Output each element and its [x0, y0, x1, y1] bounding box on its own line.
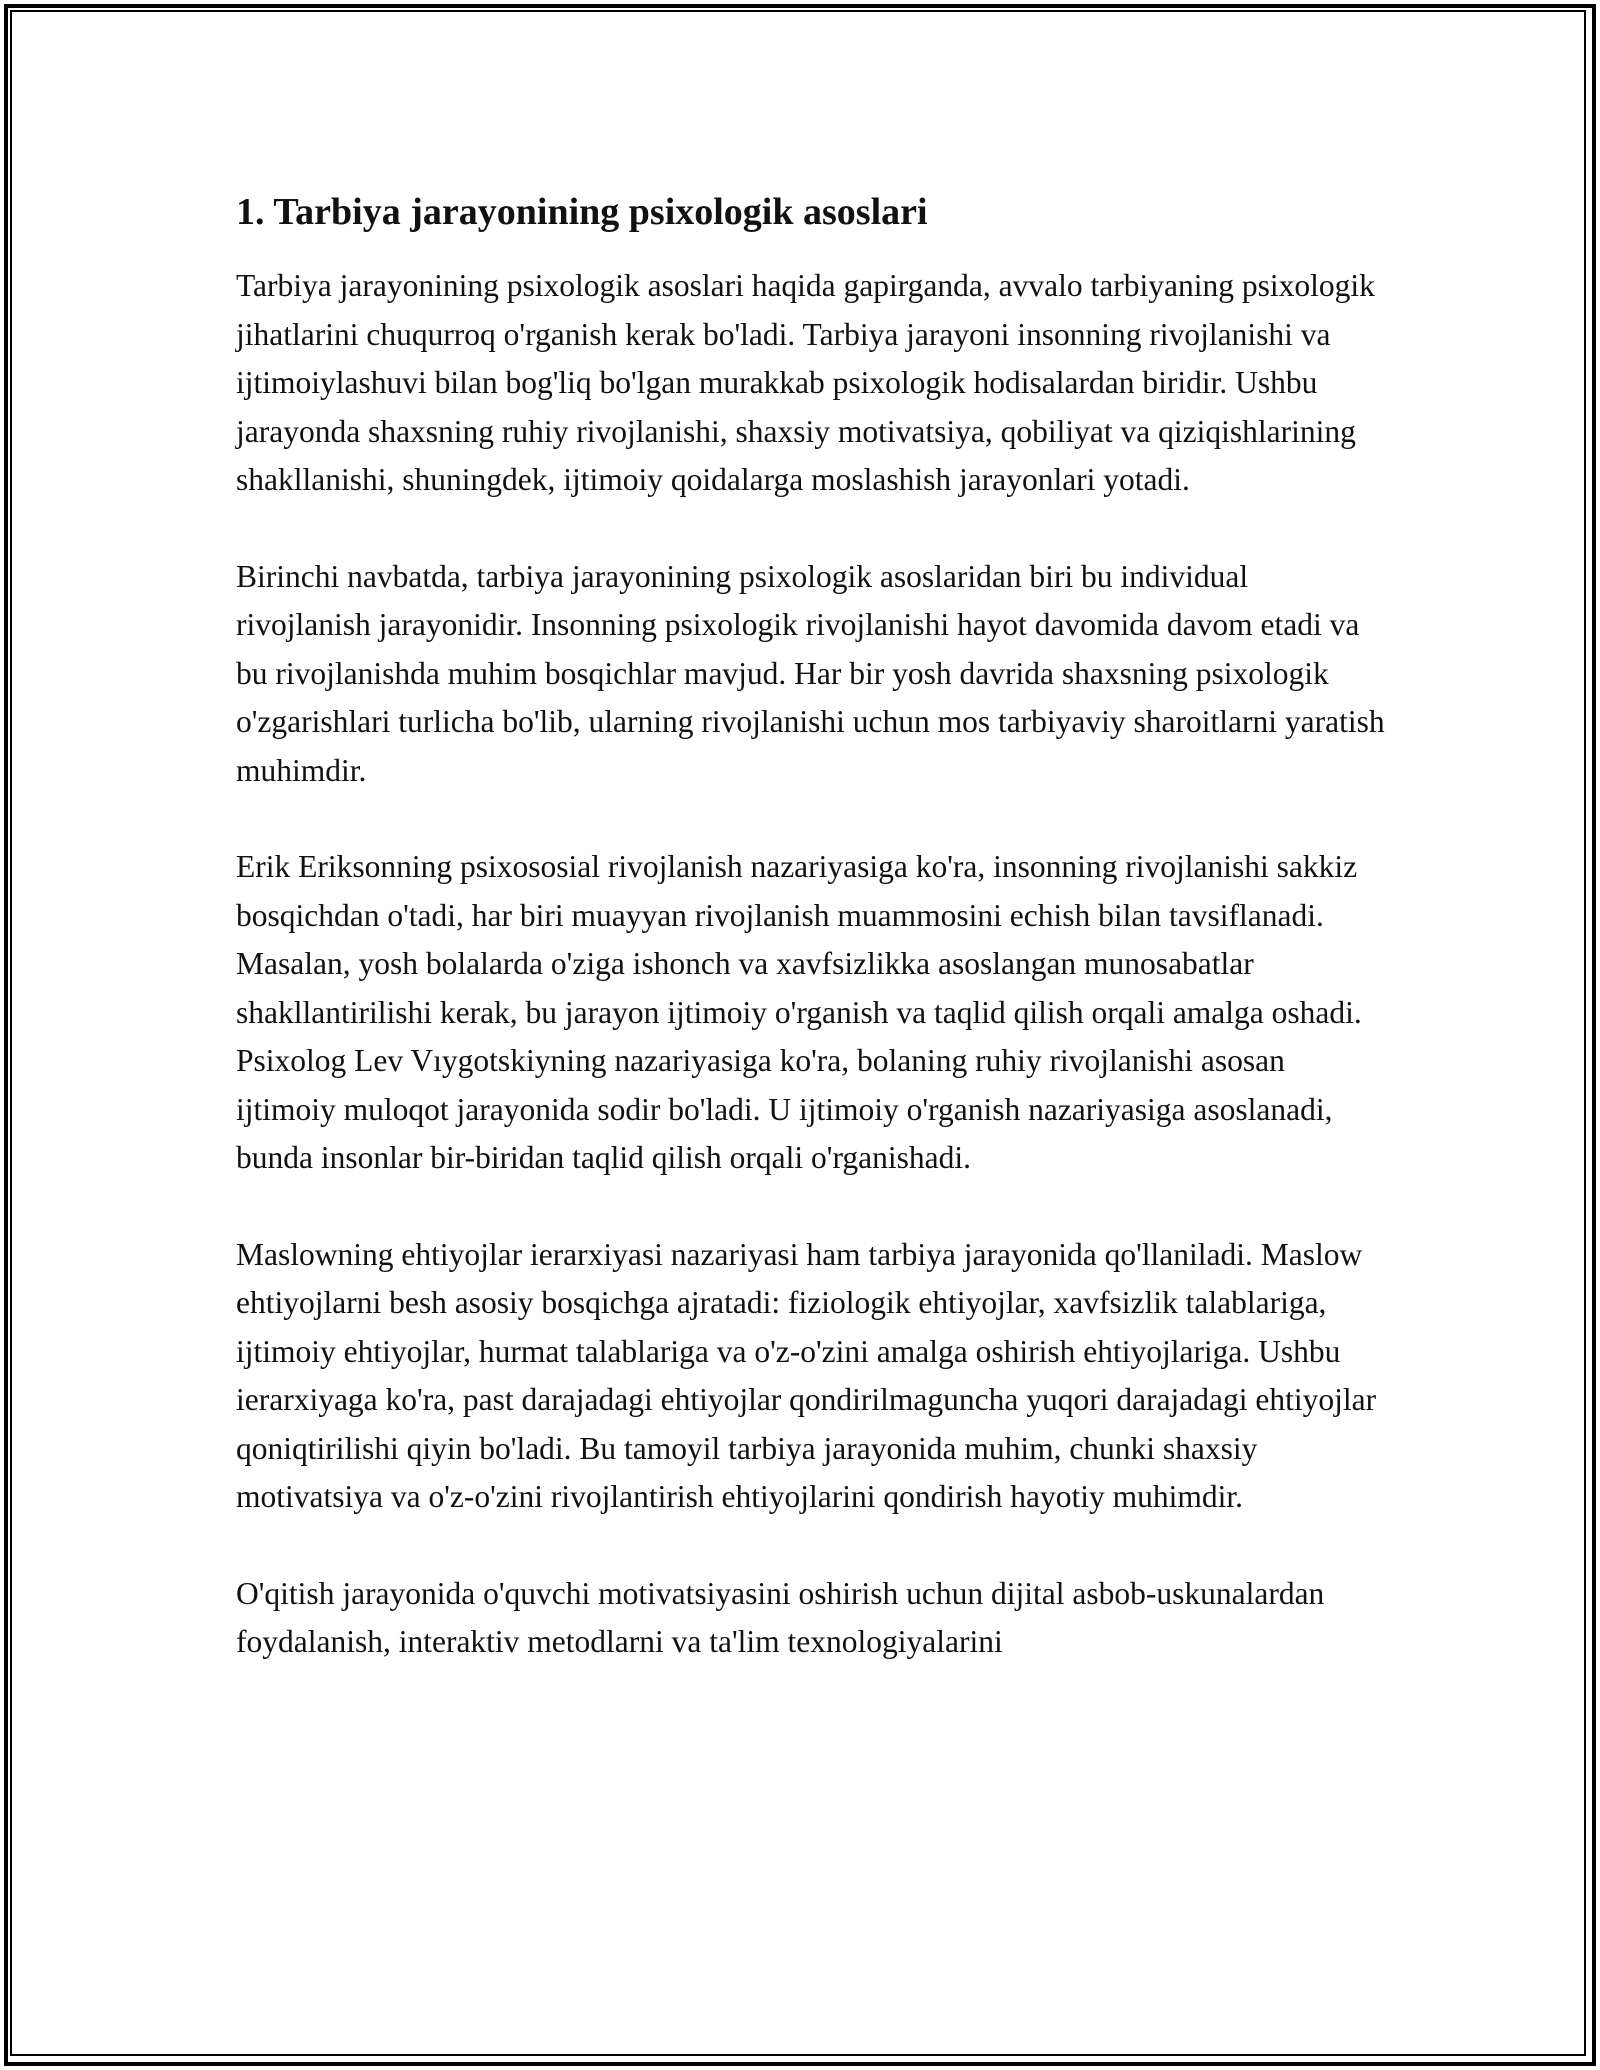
paragraph-1: Tarbiya jarayonining psixologik asoslari haqida gapirganda, avvalo tarbiyaning psixologik jihatlarini chuqurroq o'rganish kerak bo'ladi. Tarbiya jarayoni insonning rivojlanishi va ijtimoiylashuvi bilan bog'liq bo'lgan murakkab psixologik hodisalardan biridir. Ushbu jarayonda shaxsning ruhiy rivojlanishi, shaxsiy motivatsiya, qobiliyat va qiziqishlarining shakllanishi, shuningdek, ijtimoiy qoidalarga moslashish jarayonlari yotadi. [236, 268, 1375, 497]
paragraph-5: O'qitish jarayonida o'quvchi motivatsiyasini oshirish uchun dijital asbob-uskunalardan foydalanish, interaktiv metodlarni va ta'lim texnologiyalarini [236, 1575, 1325, 1659]
paragraph-4: Maslowning ehtiyojlar ierarxiyasi nazariyasi ham tarbiya jarayonida qo'llaniladi. Maslow ehtiyojlarni besh asosiy bosqichga ajratadi: fiziologik ehtiyojlar, xavfsizlik talablariga, ijtimoiy ehtiyojlar, hurmat talablariga va o'z-o'zini amalga oshirish ehtiyojlariga. Ushbu ierarxiyaga ko'ra, past darajadagi ehtiyojlar qondirilmaguncha yuqori darajadagi ehtiyojlar qoniqtirilishi qiyin bo'ladi. Bu tamoyil tarbiya jarayonida muhim, chunki shaxsiy motivatsiya va o'z-o'zini rivojlantirish ehtiyojlarini qondirish hayotiy muhimdir. [236, 1236, 1377, 1514]
paragraph-2: Birinchi navbatda, tarbiya jarayonining psixologik asoslaridan biri bu individual rivojlanish jarayonidir. Insonning psixologik rivojlanishi hayot davomida davom etadi va bu rivojlanishda muhim bosqichlar mavjud. Har bir yosh davrida shaxsning psixologik o'zgarishlari turlicha bo'lib, ularning rivojlanishi uchun mos tarbiyaviy sharoitlarni yaratish muhimdir. [236, 558, 1385, 788]
section-heading: 1. Tarbiya jarayonining psixologik asoslari [236, 191, 928, 233]
paragraph-3: Erik Eriksonning psixososial rivojlanish nazariyasiga ko'ra, insonning rivojlanishi sakkiz bosqichdan o'tadi, har biri muayyan rivojlanish muammosini echish bilan tavsiflanadi. Masalan, yosh bolalarda o'ziga ishonch va xavfsizlikka asoslangan munosabatlar shakllantirilishi kerak, bu jarayon ijtimoiy o'rganish va taqlid qilish orqali amalga oshadi. Psixolog Lev Vıygotskiyning nazariyasiga ko'ra, bolaning ruhiy rivojlanishi asosan ijtimoiy muloqot jarayonida sodir bo'ladi. U ijtimoiy o'rganish nazariyasiga asoslanadi, bunda insonlar bir-biridan taqlid qilish orqali o'rganishadi. [236, 849, 1362, 1175]
document-body [236, 188, 1386, 1715]
